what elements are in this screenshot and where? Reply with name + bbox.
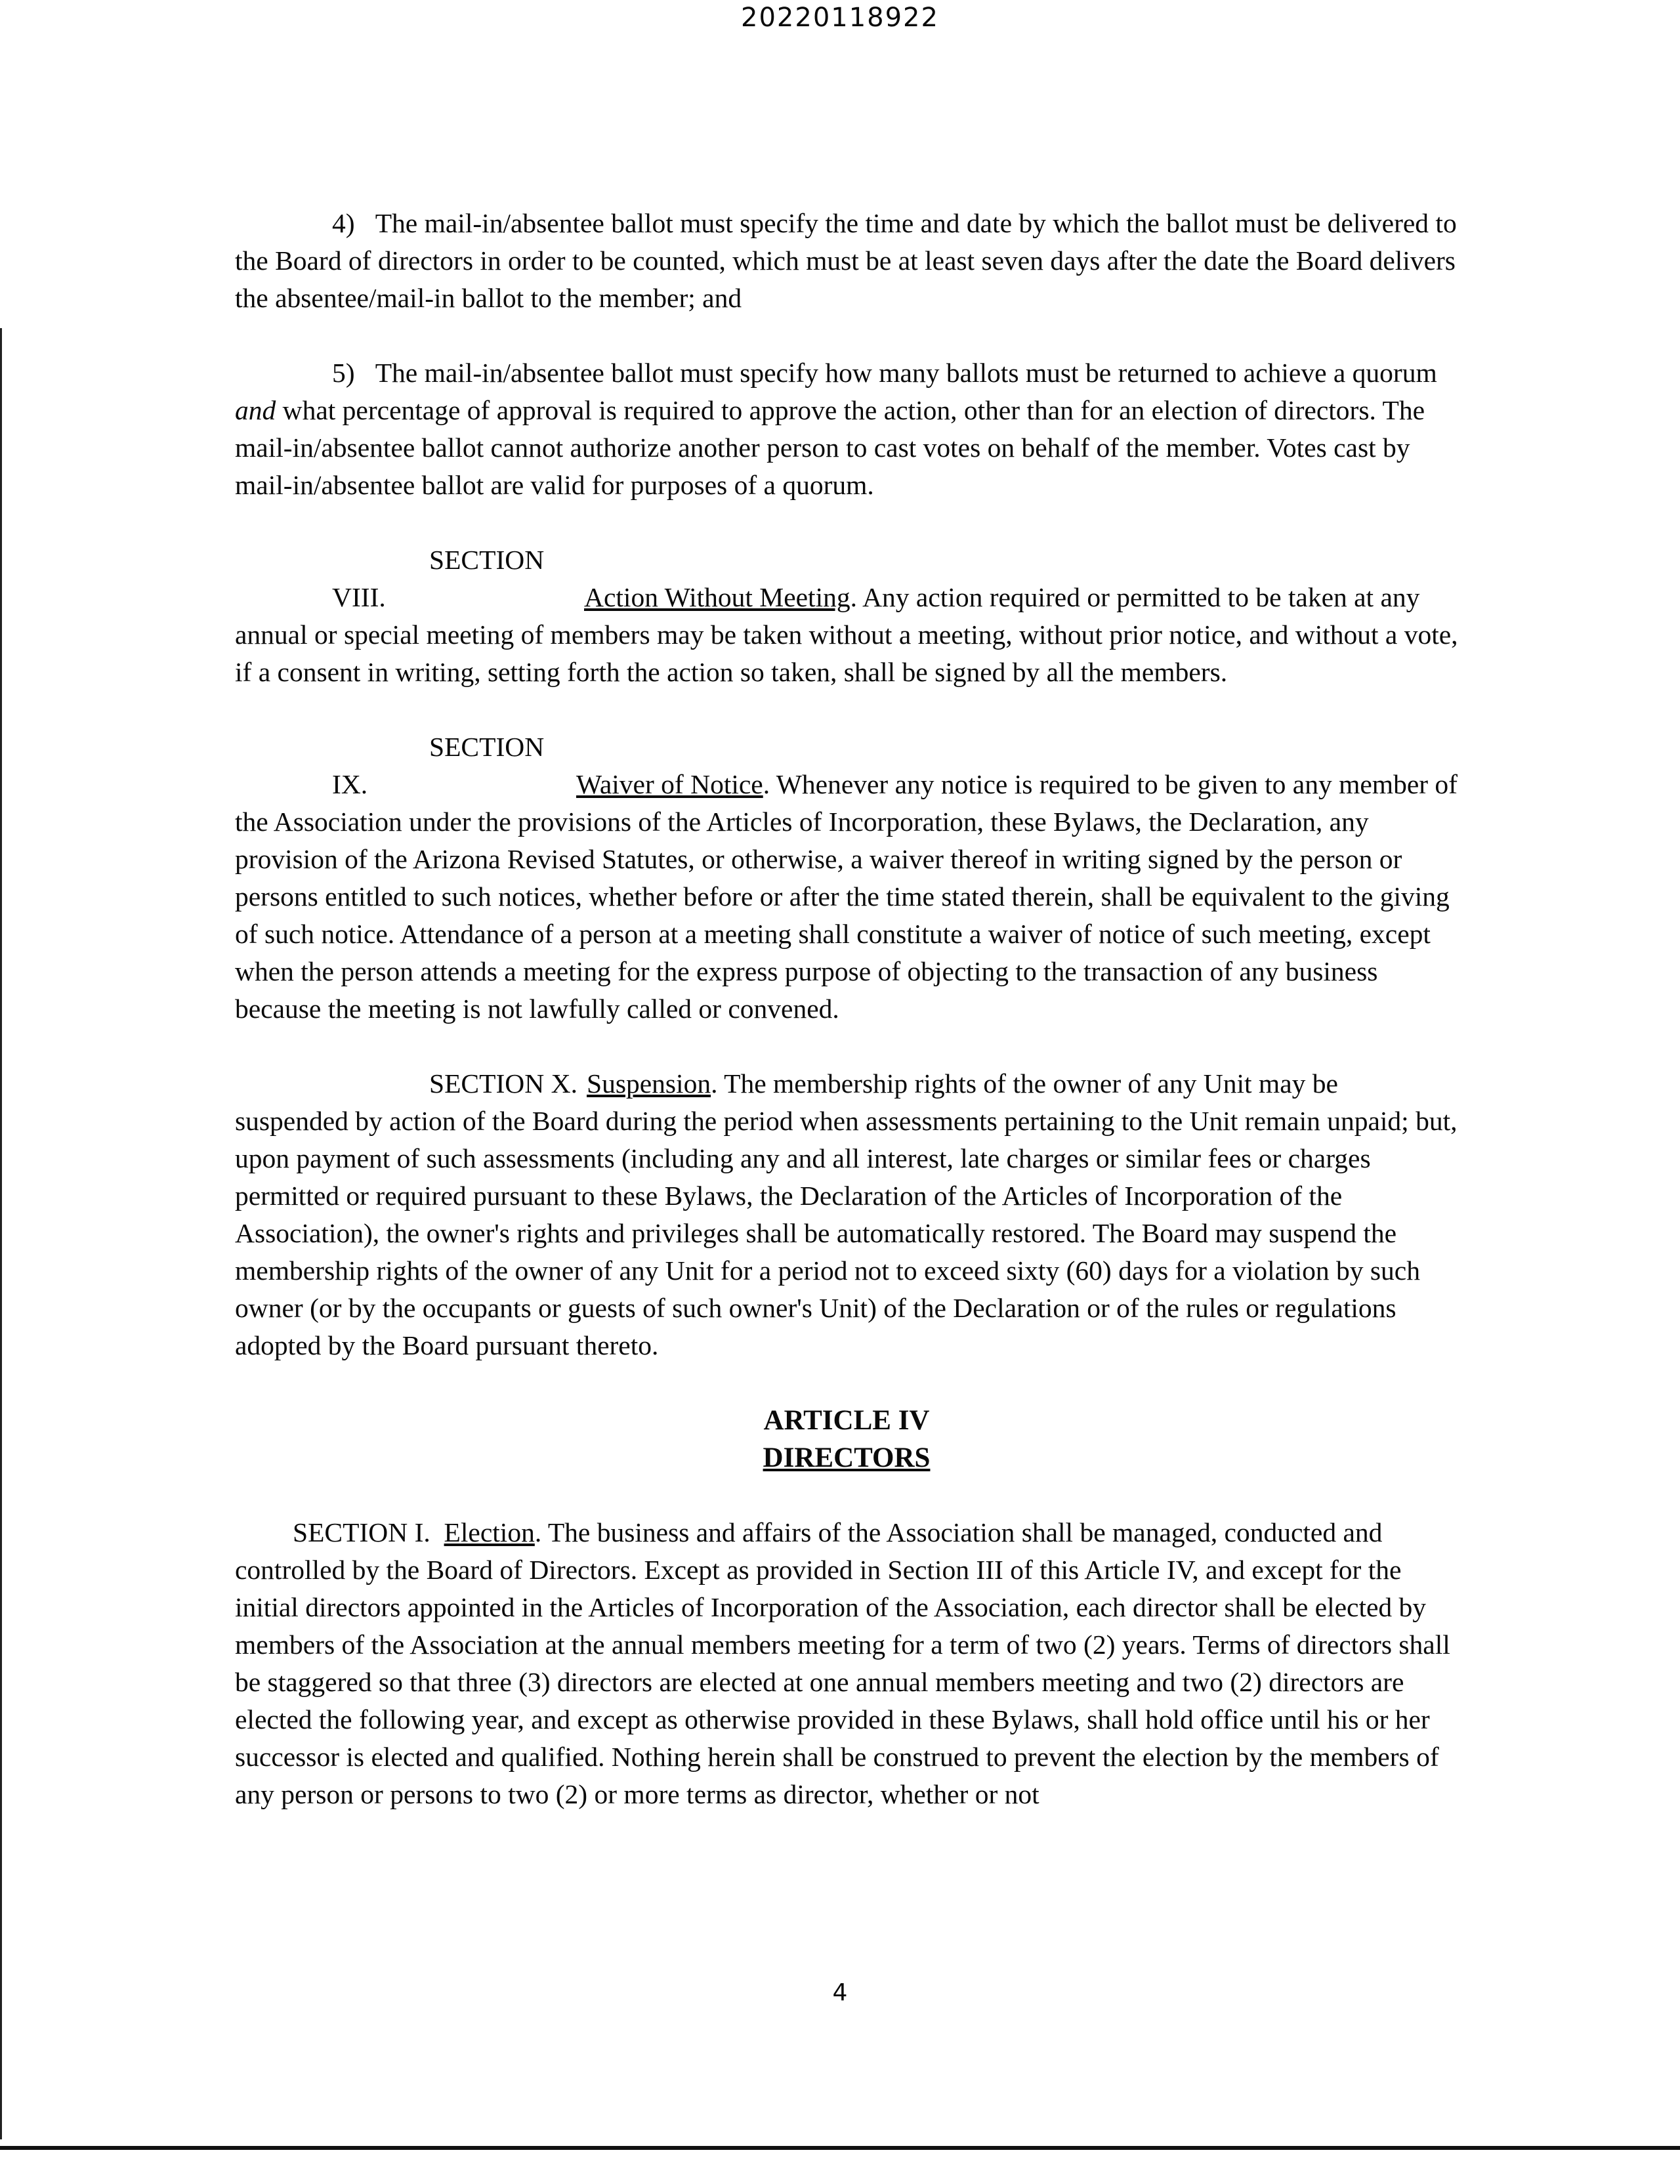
- article-heading: [235, 1402, 1458, 1477]
- left-margin-rule: [0, 328, 2, 2139]
- section-number: SECTION VIII.: [332, 545, 545, 612]
- item-text: what percentage of approval is required to approve the action, other than for an election of directors. The mail-in/absentee ballot cannot authorize another person to cast votes on behalf of the member. Votes cast by mail-in/absentee ballot are valid for purposes of a quorum.: [235, 395, 1425, 500]
- section-title: Election: [444, 1517, 535, 1547]
- section-number: SECTION IX.: [332, 732, 545, 799]
- item-number: 4): [332, 208, 355, 238]
- section-title: Action Without Meeting: [584, 582, 850, 612]
- document-body: [235, 205, 1458, 1813]
- section-number: SECTION I.: [293, 1517, 430, 1547]
- section-x: [235, 1065, 1458, 1364]
- section-number: SECTION X.: [429, 1068, 578, 1099]
- ballot-item-5: [235, 354, 1458, 504]
- section-i-election: [235, 1514, 1458, 1813]
- article-title: DIRECTORS: [763, 1442, 931, 1473]
- item-emphasis: and: [235, 395, 276, 425]
- section-text: . Any action required or permitted to be taken at any annual or special meeting of members may be taken without a meeting, without prior notice, and without a vote, if a consent in writing, setting forth the action so taken, shall be signed by all the members.: [235, 582, 1458, 687]
- item-text: The mail-in/absentee ballot must specify how many ballots must be returned to achieve a quorum: [375, 358, 1437, 388]
- section-title: Waiver of Notice: [576, 769, 763, 799]
- section-text: . Whenever any notice is required to be given to any member of the Association under the provisions of the Articles of Incorporation, these Bylaws, the Declaration, any provision of the Arizona Revised Statutes, or otherwise, a waiver thereof in writing signed by the person or persons entitled to such notices, whether before or after the time stated therein, shall be equivalent to the giving of such notice. Attendance of a person at a meeting shall constitute a waiver of notice of such meeting, except when the person attends a meeting for the express purpose of objecting to the transaction of any business because the meeting is not lawfully called or convened.: [235, 769, 1458, 1024]
- section-text: . The membership rights of the owner of any Unit may be suspended by action of the Board during the period when assessments pertaining to the Unit remain unpaid; but, upon payment of such assessments (including any and all interest, late charges or similar fees or charges permitted or required pursuant to these Bylaws, the Declaration of the Articles of Incorporation of the Association), the owner's rights and privileges shall be automatically restored. The Board may suspend the membership rights of the owner of any Unit for a period not to exceed sixty (60) days for a violation by such owner (or by the occupants or guests of such owner's Unit) of the Declaration or of the rules or regulations adopted by the Board pursuant thereto.: [235, 1068, 1458, 1360]
- article-label: ARTICLE IV: [763, 1405, 930, 1436]
- page-number: 4: [832, 1979, 848, 2006]
- bottom-rule: [0, 2146, 1680, 2150]
- ballot-item-4: [235, 205, 1458, 317]
- section-title: Suspension: [587, 1068, 711, 1099]
- item-text: The mail-in/absentee ballot must specify the time and date by which the ballot must be delivered to the Board of directors in order to be counted, which must be at least seven days after the date the Board delivers the absentee/mail-in ballot to the member; and: [235, 208, 1457, 313]
- item-number: 5): [332, 358, 355, 388]
- section-text: . The business and affairs of the Association shall be managed, conducted and controlled by the Board of Directors. Except as provided in Section III of this Article IV, and except for the initial directors appointed in the Articles of Incorporation of the Association, each director shall be elected by members of the Association at the annual members meeting for a term of two (2) years. Terms of directors shall be staggered so that three (3) directors are elected at one annual members meeting and two (2) directors are elected the following year, and except as otherwise provided in these Bylaws, shall hold office until his or her successor is elected and qualified. Nothing herein shall be construed to prevent the election by the members of any person or persons to two (2) or more terms as director, whether or not: [235, 1517, 1450, 1809]
- document-number: 20220118922: [741, 3, 939, 33]
- section-ix: [235, 728, 1458, 1028]
- section-viii: [235, 541, 1458, 691]
